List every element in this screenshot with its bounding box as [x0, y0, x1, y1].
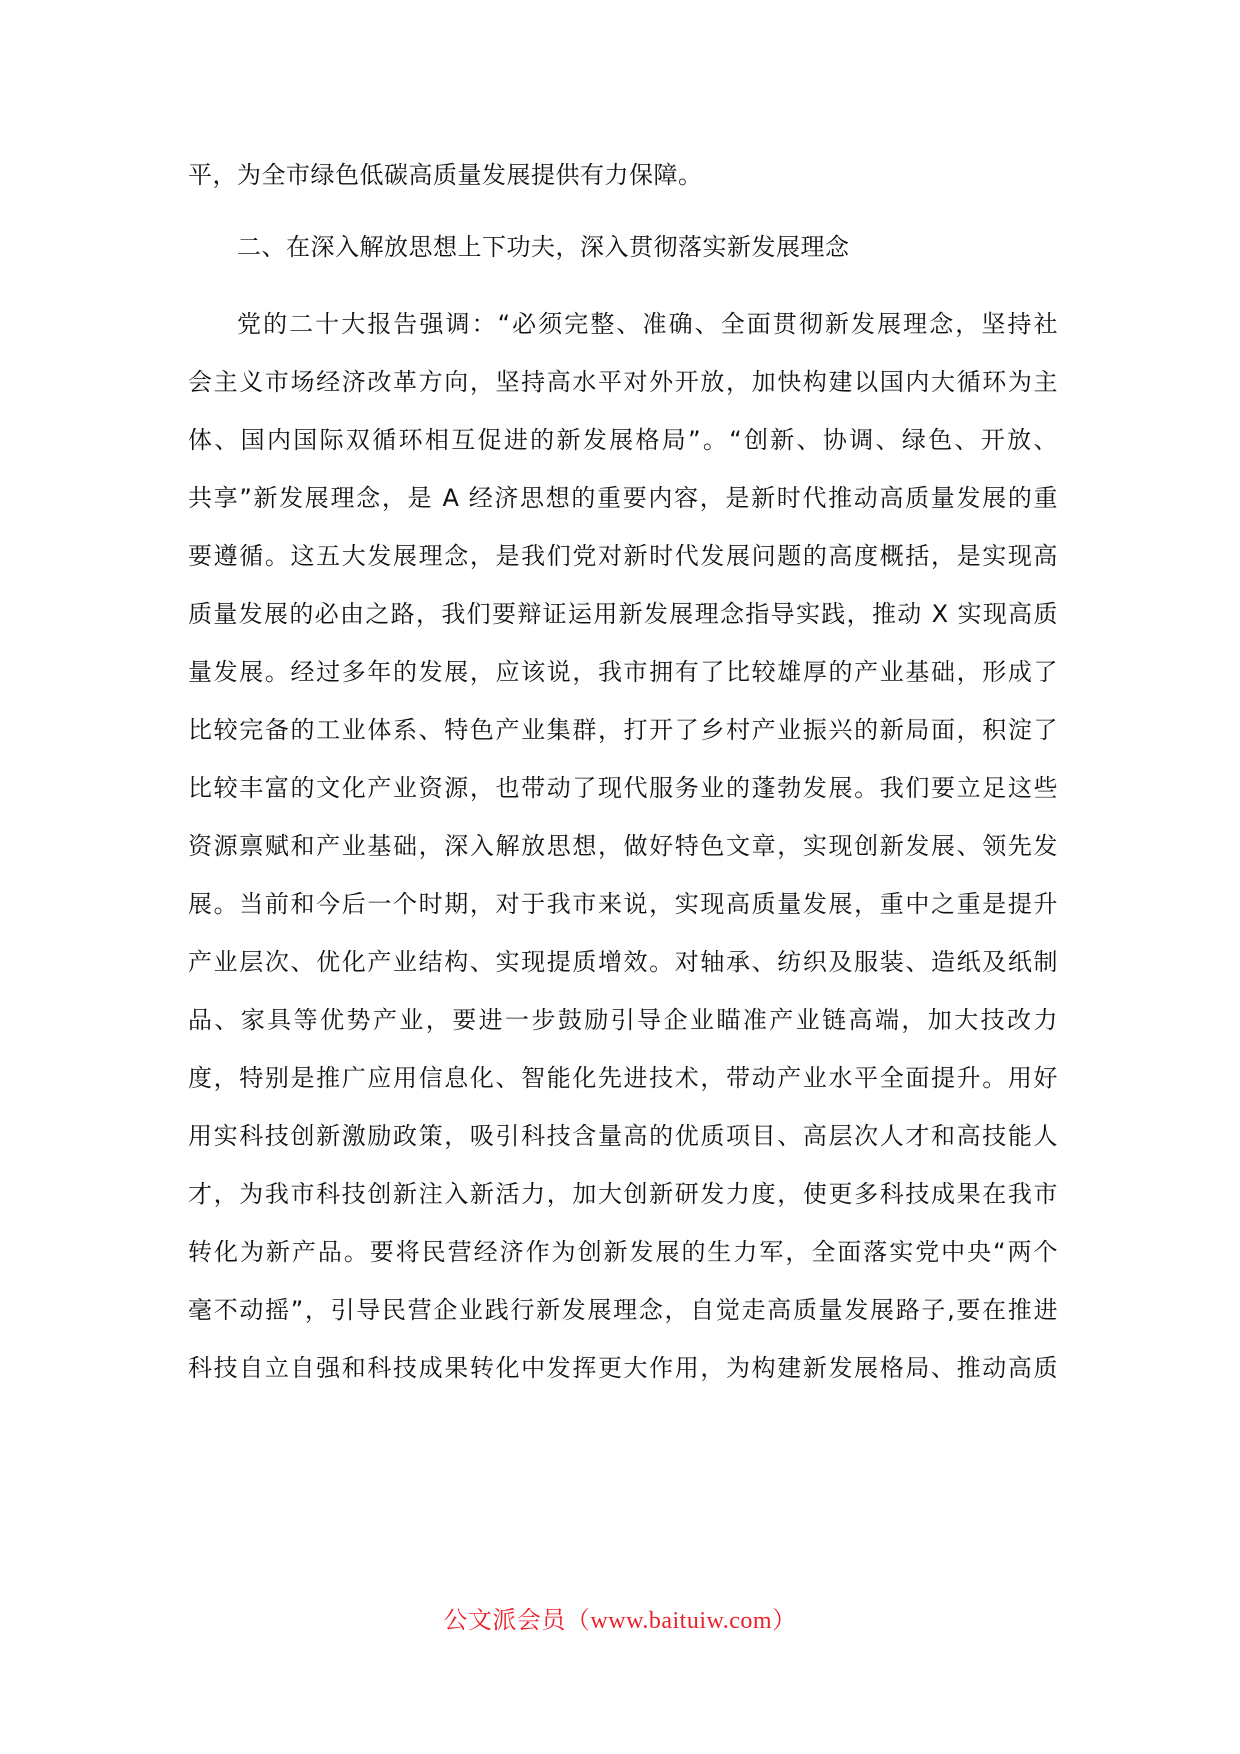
text-line-9: 量发展。经过多年的发展，应该说，我市拥有了比较雄厚的产业基础，形成了 — [188, 658, 1058, 686]
text-line-15: 品、家具等优势产业，要进一步鼓励引导企业瞄准产业链高端，加大技改力 — [188, 1006, 1058, 1034]
text-line-13: 展。当前和今后一个时期，对于我市来说，实现高质量发展，重中之重是提升 — [188, 890, 1058, 918]
text-line-8: 质量发展的必由之路，我们要辩证运用新发展理念指导实践，推动 X 实现高质 — [188, 600, 1058, 628]
text-line-18: 才，为我市科技创新注入新活力，加大创新研发力度，使更多科技成果在我市 — [188, 1180, 1058, 1208]
text-line-12: 资源禀赋和产业基础，深入解放思想，做好特色文章，实现创新发展、领先发 — [188, 832, 1058, 860]
footer-watermark — [0, 1602, 1240, 1639]
section-heading: 二、在深入解放思想上下功夫，深入贯彻落实新发展理念 — [237, 233, 850, 261]
text-line-21: 科技自立自强和科技成果转化中发挥更大作用，为构建新发展格局、推动高质 — [188, 1354, 1058, 1382]
text-line-6: 共享”新发展理念，是 A 经济思想的重要内容，是新时代推动高质量发展的重 — [188, 484, 1058, 512]
text-line-4: 会主义市场经济改革方向，坚持高水平对外开放，加快构建以国内大循环为主 — [188, 368, 1058, 396]
text-line-19: 转化为新产品。要将民营经济作为创新发展的生力军，全面落实党中央“两个 — [188, 1238, 1058, 1266]
text-line-10: 比较完备的工业体系、特色产业集群，打开了乡村产业振兴的新局面，积淀了 — [188, 716, 1058, 744]
text-line-1: 平，为全市绿色低碳高质量发展提供有力保障。 — [188, 161, 703, 189]
text-line-11: 比较丰富的文化产业资源，也带动了现代服务业的蓬勃发展。我们要立足这些 — [188, 774, 1058, 802]
text-line-14: 产业层次、优化产业结构、实现提质增效。对轴承、纺织及服装、造纸及纸制 — [188, 948, 1058, 976]
footer-close: ） — [772, 1606, 797, 1634]
footer-url-link[interactable]: www.baituiw.com — [590, 1608, 773, 1634]
text-line-7: 要遵循。这五大发展理念，是我们党对新时代发展问题的高度概括，是实现高 — [188, 542, 1058, 570]
text-line-5: 体、国内国际双循环相互促进的新发展格局”。“创新、协调、绿色、开放、 — [188, 426, 1058, 454]
text-line-16: 度，特别是推广应用信息化、智能化先进技术，带动产业水平全面提升。用好 — [188, 1064, 1058, 1092]
text-line-20: 毫不动摇”，引导民营企业践行新发展理念，自觉走高质量发展路子,要在推进 — [188, 1296, 1058, 1324]
footer-label: 公文派会员（ — [443, 1606, 591, 1634]
text-line-17: 用实科技创新激励政策，吸引科技含量高的优质项目、高层次人才和高技能人 — [188, 1122, 1058, 1150]
text-line-3: 党的二十大报告强调：“必须完整、准确、全面贯彻新发展理念，坚持社 — [237, 310, 1058, 338]
